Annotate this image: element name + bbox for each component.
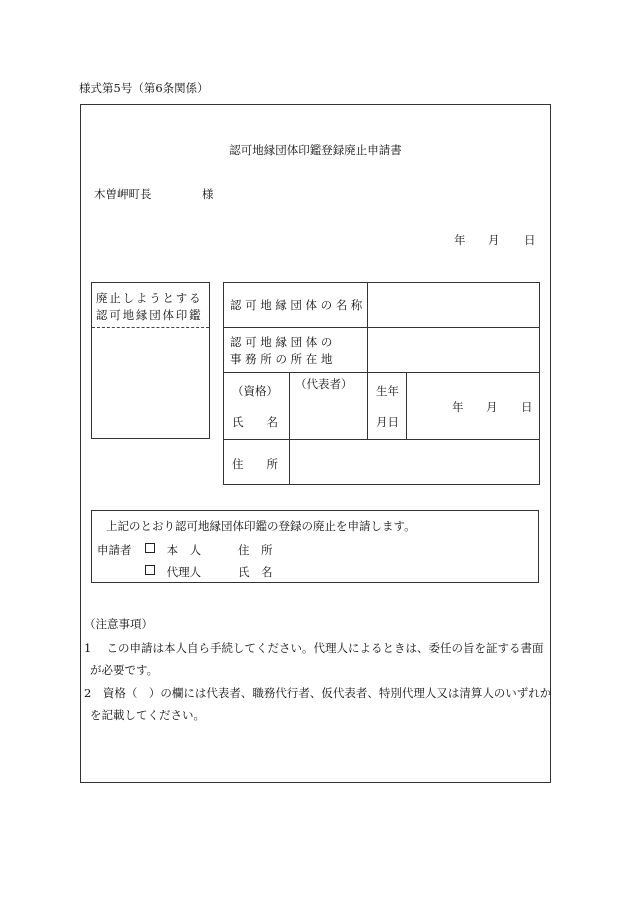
group-name-field[interactable]	[369, 284, 537, 326]
birth-month-label: 月	[486, 400, 498, 414]
option-agent[interactable]	[145, 564, 201, 580]
declaration-statement: 上記のとおり認可地縁団体印鑑の登録の廃止を申請します。	[106, 519, 416, 533]
declaration-address-label: 住 所	[238, 543, 273, 557]
note-2-line2: を記載してください。	[90, 708, 205, 722]
applicant-label: 申請者	[97, 543, 132, 557]
date-day-label: 日	[524, 233, 536, 247]
table-border-left	[223, 282, 224, 485]
group-name-label: 認可地縁団体の名称	[230, 298, 366, 312]
office-address-field[interactable]	[369, 329, 537, 371]
birth-date-label-line1: 生年	[376, 384, 399, 398]
seal-label-line2: 認可地縁団体印鑑	[96, 308, 203, 322]
self-checkbox[interactable]	[145, 543, 155, 553]
addressee-honorific: 様	[202, 187, 214, 201]
representative-name-field[interactable]	[291, 392, 366, 438]
table-border-right	[539, 282, 540, 485]
table-row-line	[223, 327, 540, 328]
option-agent-label: 代理人	[166, 565, 202, 579]
office-address-label-line1: 認 可 地 縁 団 体 の	[230, 335, 333, 349]
office-address-label	[230, 334, 332, 368]
agent-checkbox[interactable]	[145, 565, 155, 575]
table-col-line	[367, 372, 368, 440]
seal-label	[96, 290, 206, 324]
table-border-top	[223, 282, 540, 283]
seal-label-line1: 廃止しようとする	[96, 291, 203, 305]
option-self[interactable]	[145, 542, 201, 558]
table-col-line	[406, 372, 407, 440]
address-field[interactable]	[291, 441, 537, 483]
date-year-label: 年	[454, 233, 466, 247]
birth-date-label-line2: 月日	[376, 415, 399, 429]
notes-heading: （注意事項）	[84, 617, 153, 631]
declaration-name-label: 氏 名	[238, 565, 273, 579]
birth-year-label: 年	[452, 400, 464, 414]
table-row-line	[223, 439, 540, 440]
address-label: 住 所	[232, 457, 278, 471]
form-number: 様式第5号（第6条関係）	[79, 81, 209, 95]
representative-label: （代表者）	[295, 377, 353, 391]
form-title: 認可地縁団体印鑑登録廃止申請書	[229, 143, 402, 157]
option-self-label: 本 人	[166, 543, 202, 557]
note-1-line2: が必要です。	[90, 663, 159, 677]
date-month-label: 月	[488, 233, 500, 247]
table-row-line	[223, 372, 540, 373]
office-address-label-line2: 事 務 所 の 所 在 地	[230, 352, 333, 366]
table-col-line	[367, 282, 368, 373]
seal-divider	[92, 327, 209, 328]
addressee: 木曽岬町長	[94, 187, 152, 201]
qualification-label: （資格）	[232, 384, 278, 398]
note-2-line1: 2 資格（ ）の欄には代表者、職務代行者、仮代表者、特別代理人又は清算人のいずれか	[84, 686, 552, 700]
table-col-line	[289, 372, 290, 485]
name-label: 氏 名	[232, 415, 278, 429]
table-border-bottom	[223, 484, 540, 485]
note-1-line1: 1 この申請は本人自ら手続してください。代理人によるときは、委任の旨を証する書面	[84, 641, 544, 655]
birth-day-label: 日	[521, 400, 533, 414]
